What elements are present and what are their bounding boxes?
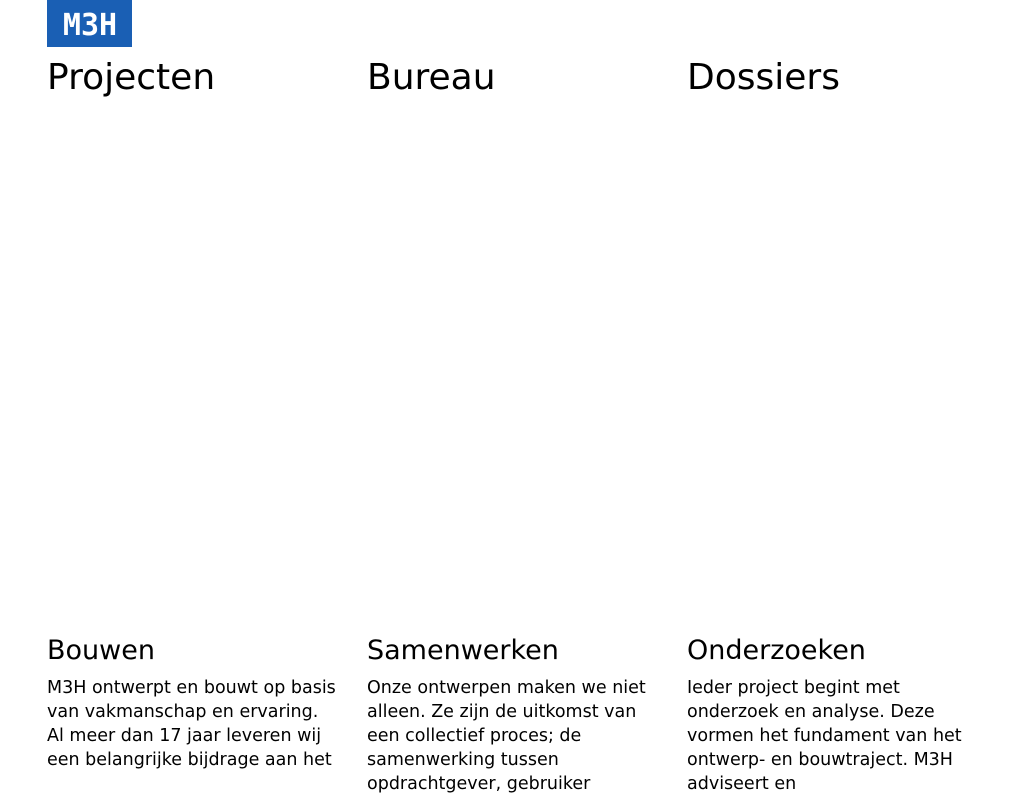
column-text: Ieder project begint met onderzoek en analyse. Deze vormen het fundament van het ontwerp- en bouwtraject. M3H adviseert en (687, 678, 962, 794)
intro-column-samenwerken (367, 632, 657, 796)
m3h-logo-icon (52, 6, 128, 42)
column-heading: Samenwerken (367, 635, 559, 666)
nav-projecten-link[interactable]: Projecten (47, 57, 216, 98)
column-heading: Bouwen (47, 635, 155, 666)
intro-column-bouwen (47, 632, 337, 772)
m3h-logo-mark: M3H (62, 7, 117, 42)
column-text: Onze ontwerpen maken we niet alleen. Ze zijn de uitkomst van een collectief proces; de samenwerking tussen opdrachtgever, gebruiker (367, 678, 646, 794)
column-text: M3H ontwerpt en bouwt op basis van vakmanschap en ervaring. Al meer dan 17 jaar leveren wij een belangrijke bijdrage aan het (47, 678, 336, 770)
m3h-logo[interactable] (47, 0, 132, 47)
nav-bureau-link[interactable]: Bureau (367, 57, 496, 98)
nav-dossiers-link[interactable]: Dossiers (687, 57, 840, 98)
main-navigation (0, 56, 1024, 106)
column-heading: Onderzoeken (687, 635, 866, 666)
intro-column-onderzoeken (687, 632, 977, 796)
